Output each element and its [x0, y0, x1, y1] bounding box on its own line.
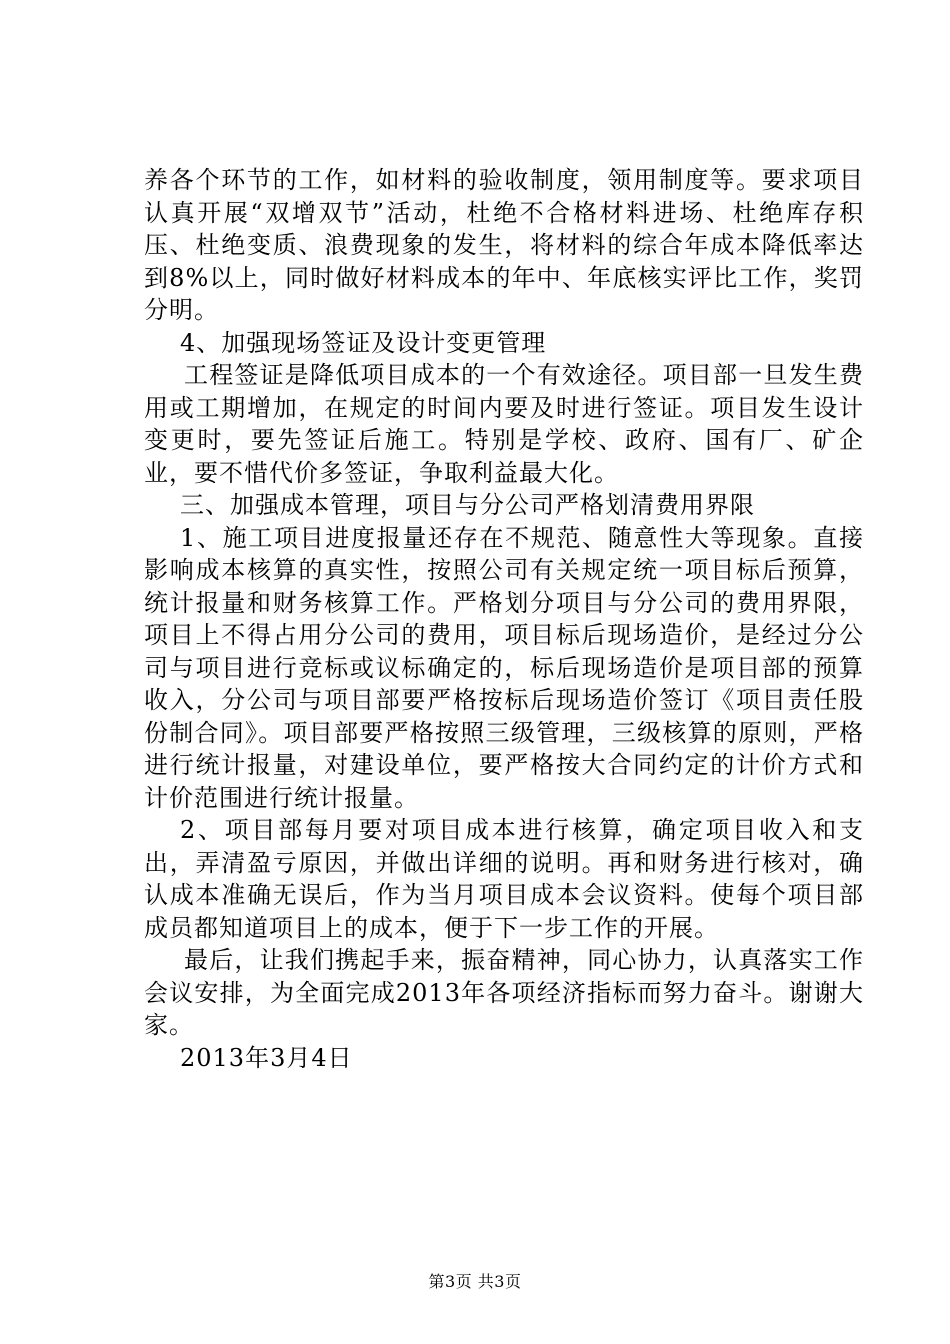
paragraph-engineering-visa: 工程签证是降低项目成本的一个有效途径。项目部一旦发生费用或工期增加，在规定的时间内要及时进行签证。项目发生设计变更时，要先签证后施工。特别是学校、政府、国有厂、矿企业，要不惜代价多签证，争取利益最大化。 — [144, 361, 864, 487]
document-body — [144, 164, 864, 1074]
page-footer: 第3页 共3页 — [428, 1272, 522, 1291]
paragraph-materials-management: 养各个环节的工作，如材料的验收制度，领用制度等。要求项目认真开展“双增双节”活动，杜绝不合格材料进场、杜绝库存积压、杜绝变质、浪费现象的发生，将材料的综合年成本降低率达到8%以上，同时做好材料成本的年中、年底核实评比工作，奖罚分明。 — [144, 166, 864, 324]
paragraph-progress-reporting: 1、施工项目进度报量还存在不规范、随意性大等现象。直接影响成本核算的真实性，按照公司有关规定统一项目标后预算，统计报量和财务核算工作。严格划分项目与分公司的费用界限，项目上不得占用分公司的费用，项目标后现场造价，是经过分公司与项目进行竞标或议标确定的，标后现场造价是项目部的预算收入，分公司与项目部要严格按标后现场造价签订《项目责任股份制合同》。项目部要严格按照三级管理，三级核算的原则，严格进行统计报量，对建设单位，要严格按大合同约定的计价方式和计价范围进行统计报量。 — [144, 523, 864, 812]
paragraph-closing-remarks: 最后，让我们携起手来，振奋精神，同心协力，认真落实工作会议安排，为全面完成2013年各项经济指标而努力奋斗。谢谢大家。 — [144, 946, 864, 1039]
section-heading-cost-management: 三、加强成本管理，项目与分公司严格划清费用界限 — [180, 491, 755, 519]
document-date: 2013年3月4日 — [180, 1043, 353, 1072]
paragraph-monthly-accounting: 2、项目部每月要对项目成本进行核算，确定项目收入和支出，弄清盈亏原因，并做出详细的说明。再和财务进行核对，确认成本准确无误后，作为当月项目成本会议资料。使每个项目部成员都知道项目上的成本，便于下一步工作的开展。 — [144, 816, 864, 942]
section-heading-site-visa: 4、加强现场签证及设计变更管理 — [180, 328, 547, 357]
